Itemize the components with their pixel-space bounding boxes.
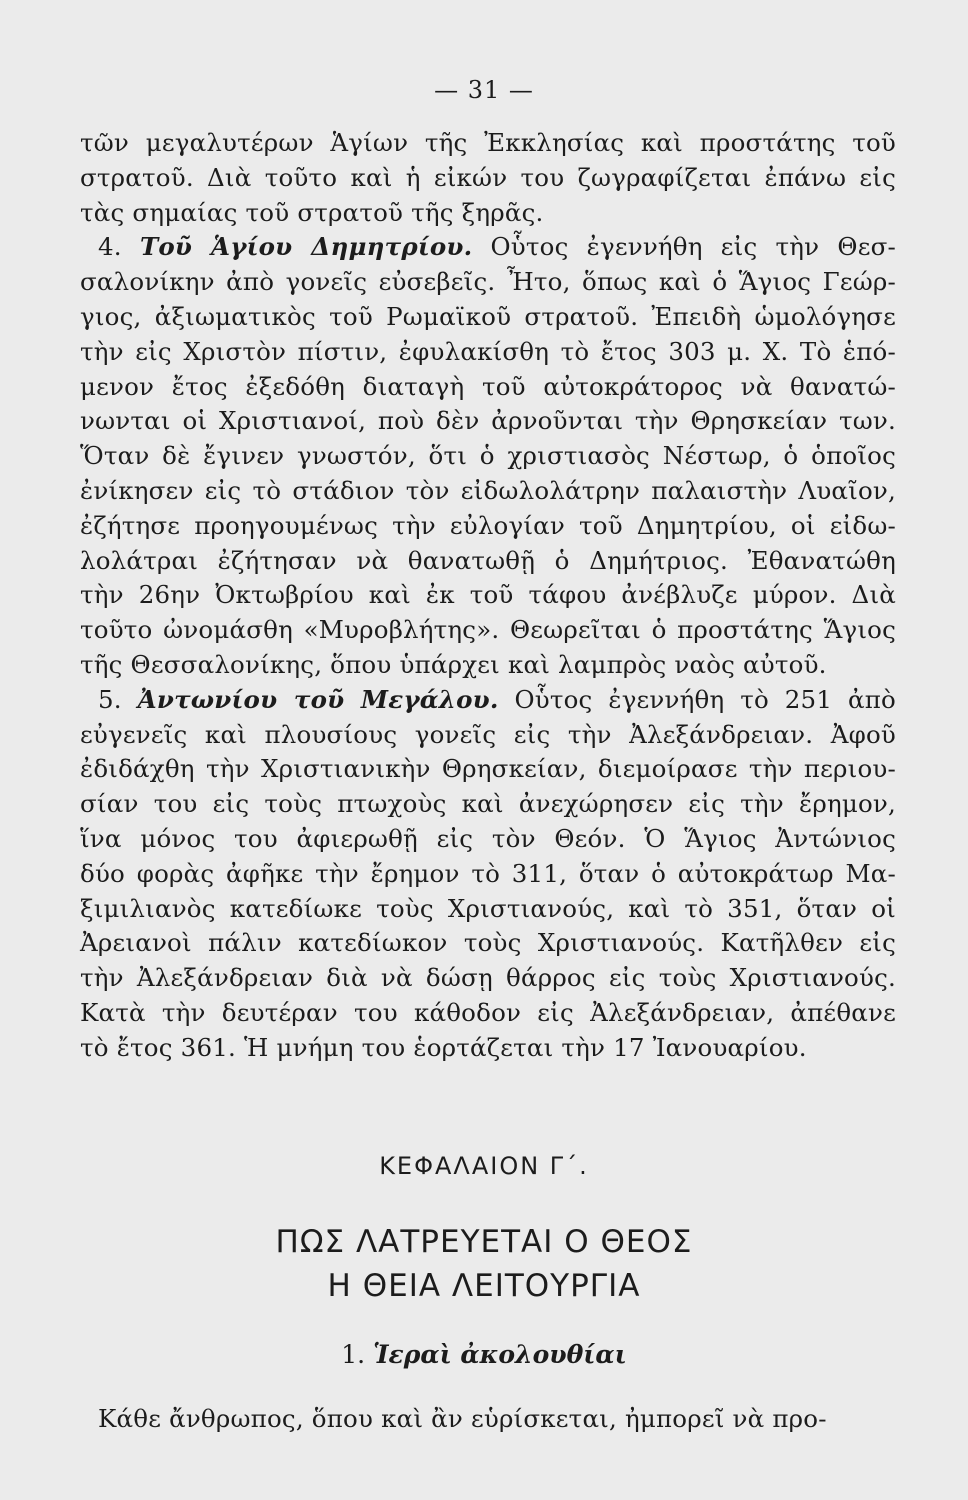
text-run: νωνται οἱ Χριστιανοί, ποὺ δὲν ἀρνοῦνται τὴν Θρησκείαν των. xyxy=(80,406,896,436)
text-run: Οὗτος ἐγεννήθη τὸ 251 ἀπὸ xyxy=(498,684,896,714)
text-run: ἐζήτησε προηγουμένως τὴν εὐλογίαν τοῦ Δημητρίου, οἱ εἰδω- xyxy=(80,510,896,540)
text-run: τὴν 26ην Ὀκτωβρίου καὶ ἐκ τοῦ τάφου ἀνέβλυζε μύρον. Διὰ xyxy=(80,580,896,610)
text-run: ξιμιλιανὸς κατεδίωκε τοὺς Χριστιανούς, καὶ τὸ 351, ὅταν οἱ xyxy=(80,893,896,923)
text-run: σίαν του εἰς τοὺς πτωχοὺς καὶ ἀνεχώρησεν εἰς τὴν ἔρημον, xyxy=(80,789,896,819)
saint-name-heading: Τοῦ Ἁγίου Δημητρίου. xyxy=(139,232,473,262)
text-line xyxy=(80,161,896,196)
text-line xyxy=(80,300,896,335)
section-title: Ἱεραὶ ἀκολουθίαι xyxy=(373,1340,627,1369)
text-line xyxy=(80,265,896,300)
text-run: τοῦτο ὠνομάσθη «Μυροβλήτης». Θεωρεῖται ὁ προστάτης Ἅγιος xyxy=(80,615,896,645)
text-line xyxy=(80,230,896,265)
text-run: Κατὰ τὴν δευτέραν του κάθοδον εἰς Ἀλεξάνδρειαν, ἀπέθανε xyxy=(80,997,896,1027)
text-line xyxy=(80,787,896,822)
text-run: δύο φορὰς ἀφῆκε τὴν ἔρημον τὸ 311, ὅταν ὁ αὐτοκράτωρ Μα- xyxy=(80,858,896,888)
text-line xyxy=(80,822,896,857)
text-run: τῆς Θεσσαλονίκης, ὅπου ὑπάρχει καὶ λαμπρὸς ναὸς αὐτοῦ. xyxy=(80,649,827,679)
text-run: Ὅταν δὲ ἔγινεν γνωστόν, ὅτι ὁ χριστιασὸς Νέστωρ, ὁ ὁποῖος xyxy=(80,441,896,471)
text-run: στρατοῦ. Διὰ τοῦτο καὶ ἡ εἰκών του ζωγραφίζεται ἐπάνω εἰς xyxy=(80,162,896,192)
text-run: τὸ ἔτος 361. Ἡ μνήμη του ἑορτάζεται τὴν 17 Ἰανουαρίου. xyxy=(80,1032,807,1062)
text-line: Κάθε ἄνθρωπος, ὅπου καὶ ἂν εὑρίσκεται, ἠμπορεῖ νὰ προ- xyxy=(98,1404,827,1433)
text-line xyxy=(80,404,896,439)
text-run: Ἀρειανοὶ πάλιν κατεδίωκον τοὺς Χριστιανούς. Κατῆλθεν εἰς xyxy=(80,928,896,958)
text-line xyxy=(80,509,896,544)
text-run: τὴν Ἀλεξάνδρειαν διὰ νὰ δώσῃ θάρρος εἰς τοὺς Χριστιανούς. xyxy=(80,963,896,993)
chapter-title xyxy=(0,1220,968,1308)
saint-name-heading: Ἀντωνίου τοῦ Μεγάλου. xyxy=(137,684,499,714)
text-line xyxy=(80,718,896,753)
text-line xyxy=(80,544,896,579)
text-run: ἵνα μόνος του ἀφιερωθῇ εἰς τὸν Θεόν. Ὁ Ἅγιος Ἀντώνιος xyxy=(80,823,896,853)
text-line xyxy=(80,892,896,927)
text-run: τῶν μεγαλυτέρων Ἁγίων τῆς Ἐκκλησίας καὶ προστάτης τοῦ xyxy=(80,128,896,157)
text-line xyxy=(80,578,896,613)
text-line xyxy=(80,370,896,405)
text-line xyxy=(80,439,896,474)
text-line xyxy=(80,1031,896,1066)
text-line xyxy=(80,613,896,648)
text-line xyxy=(80,683,896,718)
text-line xyxy=(80,474,896,509)
text-line xyxy=(80,926,896,961)
text-line xyxy=(80,996,896,1031)
text-run: λολάτραι ἐζήτησαν νὰ θανατωθῇ ὁ Δημήτριος. Ἐθανατώθη xyxy=(80,545,896,575)
text-line xyxy=(80,961,896,996)
text-run: σαλονίκην ἀπὸ γονεῖς εὐσεβεῖς. Ἦτο, ὅπως καὶ ὁ Ἅγιος Γεώρ- xyxy=(80,267,896,297)
text-run: 5. xyxy=(98,684,138,714)
page-number: — 31 — xyxy=(434,76,534,104)
text-line xyxy=(80,752,896,787)
text-line xyxy=(80,648,896,683)
paragraph-start xyxy=(80,1402,896,1437)
text-run: γιος, ἀξιωματικὸς τοῦ Ρωμαϊκοῦ στρατοῦ. Ἐπειδὴ ὡμολόγησε xyxy=(80,301,896,331)
section-heading xyxy=(0,1340,968,1369)
text-run: Οὗτος ἐγεννήθη εἰς τὴν Θεσ- xyxy=(472,232,896,262)
text-line xyxy=(80,857,896,892)
section-number: 1. xyxy=(341,1340,366,1369)
text-run: τὰς σημαίας τοῦ στρατοῦ τῆς ξηρᾶς. xyxy=(80,197,544,227)
text-run: τὴν εἰς Χριστὸν πίστιν, ἐφυλακίσθη τὸ ἔτος 303 μ. Χ. Τὸ ἑπό- xyxy=(80,336,896,366)
text-run: ἐνίκησεν εἰς τὸ στάδιον τὸν εἰδωλολάτρην παλαιστὴν Λυαῖον, xyxy=(80,475,896,505)
text-run: εὐγενεῖς καὶ πλουσίους γονεῖς εἰς τὴν Ἀλεξάνδρειαν. Ἀφοῦ xyxy=(80,719,896,749)
text-run: μενον ἔτος ἐξεδόθη διαταγὴ τοῦ αὐτοκράτορος νὰ θανατώ- xyxy=(80,371,896,401)
text-run: ἐδιδάχθη τὴν Χριστιανικὴν Θρησκείαν, διεμοίρασε τὴν περιου- xyxy=(80,754,896,784)
text-line xyxy=(80,126,896,161)
text-line xyxy=(80,335,896,370)
chapter-title-line-1: ΠΩΣ ΛΑΤΡΕΥΕΤΑΙ Ο ΘΕΟΣ xyxy=(275,1224,693,1260)
body-text xyxy=(80,126,896,1066)
chapter-label: ΚΕΦΑΛΑΙΟΝ Γ΄. xyxy=(379,1152,589,1180)
text-line xyxy=(80,196,896,231)
chapter-title-line-2: Η ΘΕΙΑ ΛΕΙΤΟΥΡΓΙΑ xyxy=(327,1268,641,1304)
text-run: 4. xyxy=(98,232,140,262)
